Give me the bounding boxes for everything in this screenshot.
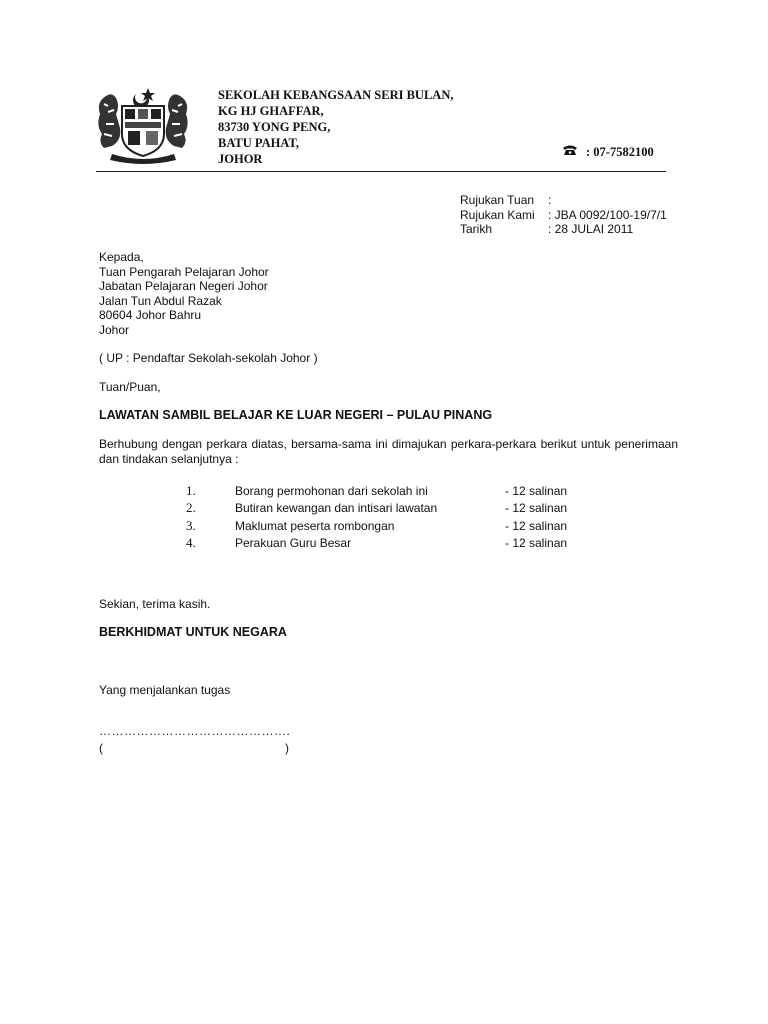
recipient-line: Johor [99,322,130,337]
reference-row [460,208,667,223]
close-paren: ) [285,741,289,755]
enclosure-list [186,482,567,552]
list-item [186,500,567,518]
item-number: 3. [186,517,196,533]
reference-value: : [548,193,552,207]
item-description: Borang permohonan dari sekolah ini [235,483,428,498]
item-description: Butiran kewangan dan intisari lawatan [235,501,438,516]
recipient-line: 80604 Johor Bahru [99,308,202,322]
address-line: JOHOR [218,152,263,166]
school-address [218,87,453,167]
item-number: 1. [186,482,196,498]
reference-value: : JBA 0092/100-19/7/1 [548,207,667,222]
list-item [186,482,567,500]
item-quantity: - 12 salinan [505,518,568,533]
header-divider [96,171,666,172]
phone-number [562,145,654,160]
letter-subject: LAWATAN SAMBIL BELAJAR KE LUAR NEGERI – PULAU PINANG [99,408,493,422]
address-line: BATU PAHAT, [218,136,300,150]
telephone-icon [562,145,578,160]
recipient-line: Jabatan Pelajaran Negeri Johor [99,279,268,293]
reference-row [460,222,667,237]
list-item [186,517,567,535]
address-line: KG HJ GHAFFAR, [218,104,324,118]
date-value: : 28 JULAI 2011 [548,222,634,236]
signatory-title: Yang menjalankan tugas [99,683,231,697]
reference-label: Rujukan Kami [460,207,535,222]
item-quantity: - 12 salinan [505,483,568,498]
recipient-line: Kepada, [99,250,144,264]
salutation: Tuan/Puan, [99,380,161,394]
signature-line: ………………………………………. [99,724,291,738]
recipient-line: Jalan Tun Abdul Razak [99,293,222,308]
school-name: SEKOLAH KEBANGSAAN SERI BULAN, [218,88,454,102]
reference-label: Rujukan Tuan [460,193,535,207]
body-paragraph: Berhubung dengan perkara diatas, bersama-sama ini dimajukan perkara-perkara berikut untuk penerimaan dan tindakan selanjutnya : [99,437,678,466]
item-description: Perakuan Guru Besar [235,536,352,551]
recipient-line: Tuan Pengarah Pelajaran Johor [99,264,269,279]
item-description: Maklumat peserta rombongan [235,518,395,533]
recipient-address [99,250,269,337]
attention-line: ( UP : Pendaftar Sekolah-sekolah Johor ) [99,351,318,365]
reference-block [460,193,667,237]
signatory-name-field [99,741,289,755]
phone-text: : 07-7582100 [586,145,654,159]
item-number: 2. [186,500,196,516]
coat-of-arms-icon [90,84,196,164]
item-quantity: - 12 salinan [505,536,568,551]
list-item [186,535,567,553]
item-quantity: - 12 salinan [505,501,568,516]
motto: BERKHIDMAT UNTUK NEGARA [99,625,287,639]
reference-row [460,193,667,208]
closing-line: Sekian, terima kasih. [99,597,211,611]
address-line: 83730 YONG PENG, [218,120,331,134]
item-number: 4. [186,535,196,551]
date-label: Tarikh [460,222,493,236]
open-paren: ( [99,741,103,755]
